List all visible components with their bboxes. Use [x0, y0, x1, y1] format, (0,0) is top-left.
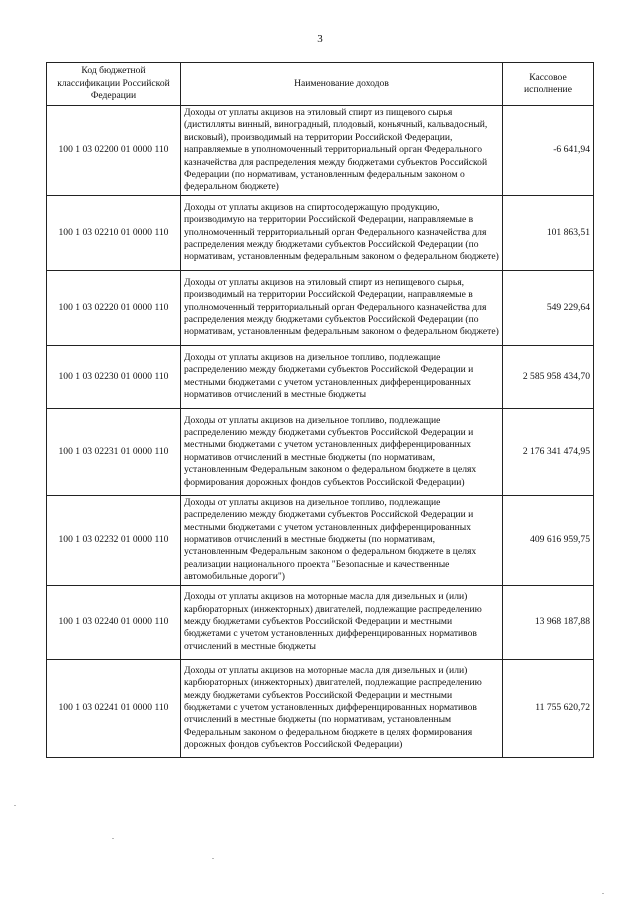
row-name: Доходы от уплаты акцизов на этиловый спирт из пищевого сырья (дистилляты винный, виноградный, плодовый, коньячный, кальвадосный, висковый), производимый на территории Российской Федерации, направляемые в уполномоченный территориальный орган Федерального казначейства для распределения между бюджетами субъектов Российской Федерации (по нормативам, установленным федеральным законом о федеральном бюджете): [181, 106, 503, 196]
table-row: [47, 106, 594, 196]
row-amount: 13 968 187,88: [503, 585, 594, 659]
row-code: 100 1 03 02200 01 0000 110: [47, 106, 181, 196]
table-row: [47, 585, 594, 659]
revenue-table: [46, 62, 594, 758]
row-code: 100 1 03 02210 01 0000 110: [47, 195, 181, 270]
row-amount: 2 585 958 434,70: [503, 345, 594, 408]
row-code: 100 1 03 02241 01 0000 110: [47, 659, 181, 757]
row-amount: 11 755 620,72: [503, 659, 594, 757]
table-row: [47, 495, 594, 585]
row-name: Доходы от уплаты акцизов на этиловый спирт из непищевого сырья, производимый на территории Российской Федерации, направляемые в уполномоченный территориальный орган Федерального казначейства для распределения между бюджетами субъектов Российской Федерации (по нормативам, установленным федеральным законом о федеральном бюджете): [181, 270, 503, 345]
table-header-row: [47, 63, 594, 106]
header-budget-code: Код бюджетной классификации Российской Федерации: [47, 63, 181, 106]
row-name: Доходы от уплаты акцизов на дизельное топливо, подлежащие распределению между бюджетами субъектов Российской Федерации и местными бюджетами с учетом установленных дифференцированных нормативов отчислений в местные бюджеты (по нормативам, установленным Федеральным законом о федеральном бюджете в целях формирования дорожных фондов субъектов Российской Федерации): [181, 408, 503, 495]
table-row: [47, 408, 594, 495]
row-code: 100 1 03 02232 01 0000 110: [47, 495, 181, 585]
scan-speck: [212, 858, 214, 859]
row-name: Доходы от уплаты акцизов на моторные масла для дизельных и (или) карбюраторных (инжекторных) двигателей, подлежащие распределению между бюджетами субъектов Российской Федерации и местными бюджетами с учетом установленных дифференцированных нормативов отчислений в местные бюджеты: [181, 585, 503, 659]
scan-speck: [14, 805, 16, 806]
header-revenue-name: Наименование доходов: [181, 63, 503, 106]
row-code: 100 1 03 02231 01 0000 110: [47, 408, 181, 495]
row-name: Доходы от уплаты акцизов на спиртосодержащую продукцию, производимую на территории Российской Федерации, направляемые в уполномоченный территориальный орган Федерального казначейства для распределения между бюджетами субъектов Российской Федерации (по нормативам, установленным федеральным законом о федеральном бюджете): [181, 195, 503, 270]
row-name: Доходы от уплаты акцизов на дизельное топливо, подлежащие распределению между бюджетами субъектов Российской Федерации и местными бюджетами с учетом установленных дифференцированных нормативов отчислений в местные бюджеты (по нормативам, установленным Федеральным законом о федеральном бюджете в целях реализации национального проекта "Безопасные и качественные автомобильные дороги"): [181, 495, 503, 585]
page-number: 3: [317, 33, 323, 45]
row-code: 100 1 03 02240 01 0000 110: [47, 585, 181, 659]
scan-speck: [602, 893, 604, 894]
row-name: Доходы от уплаты акцизов на дизельное топливо, подлежащие распределению между бюджетами субъектов Российской Федерации и местными бюджетами с учетом установленных дифференцированных нормативов отчислений в местные бюджеты: [181, 345, 503, 408]
scan-speck: [112, 838, 114, 839]
row-amount: 2 176 341 474,95: [503, 408, 594, 495]
table-row: [47, 195, 594, 270]
row-code: 100 1 03 02230 01 0000 110: [47, 345, 181, 408]
row-amount: 101 863,51: [503, 195, 594, 270]
header-cash-execution: Кассовое исполнение: [503, 63, 594, 106]
table-row: [47, 345, 594, 408]
row-name: Доходы от уплаты акцизов на моторные масла для дизельных и (или) карбюраторных (инжекторных) двигателей, подлежащие распределению между бюджетами субъектов Российской Федерации и местными бюджетами с учетом установленных дифференцированных нормативов отчислений в местные бюджеты (по нормативам, установленным Федеральным законом о федеральном бюджете в целях формирования дорожных фондов субъектов Российской Федерации): [181, 659, 503, 757]
row-amount: -6 641,94: [503, 106, 594, 196]
table-row: [47, 270, 594, 345]
row-amount: 409 616 959,75: [503, 495, 594, 585]
row-code: 100 1 03 02220 01 0000 110: [47, 270, 181, 345]
row-amount: 549 229,64: [503, 270, 594, 345]
table-row: [47, 659, 594, 757]
